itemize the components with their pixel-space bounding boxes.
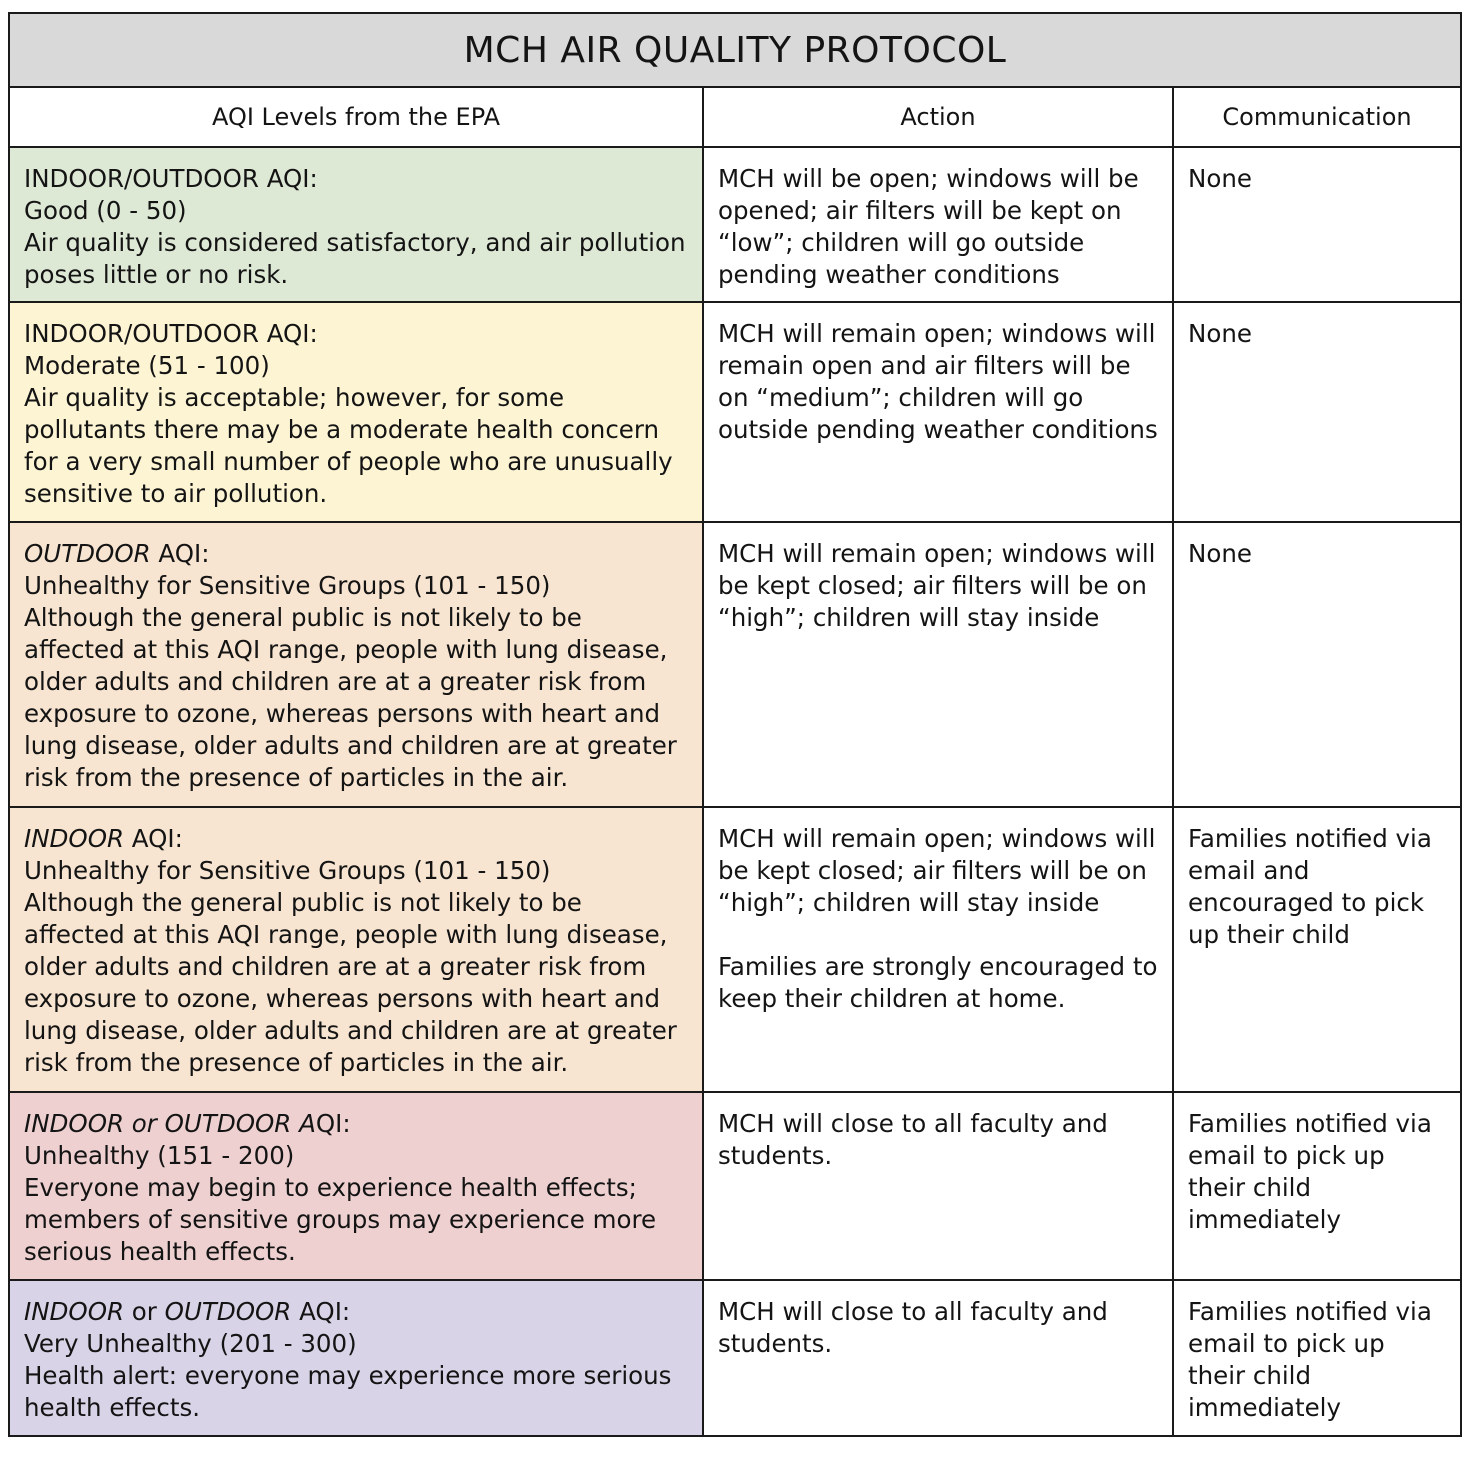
- table-title: MCH AIR QUALITY PROTOCOL: [9, 13, 1461, 87]
- communication-text: None: [1188, 164, 1252, 193]
- communication-text: None: [1188, 319, 1252, 348]
- aqi-category: Unhealthy for Sensitive Groups (101 - 150): [24, 856, 551, 885]
- aqi-category: Good (0 - 50): [24, 196, 187, 225]
- action-cell: [703, 147, 1173, 302]
- action-text: MCH will remain open; windows will remain open and air filters will be on “medium”; children will go outside pending weather conditions: [718, 319, 1158, 444]
- table-row-very-unhealthy: [9, 1280, 1461, 1436]
- communication-cell: [1173, 147, 1461, 302]
- scope-italic-second: OUTDOOR: [164, 1297, 292, 1326]
- communication-cell: [1173, 1092, 1461, 1280]
- communication-text: Families notified via email and encouraged to pick up their child: [1188, 824, 1432, 949]
- scope-italic: INDOOR: [24, 1297, 125, 1326]
- header-aqi-levels: AQI Levels from the EPA: [9, 87, 703, 147]
- communication-cell: [1173, 1280, 1461, 1436]
- aqi-category: Unhealthy (151 - 200): [24, 1141, 295, 1170]
- aqi-level-cell: [9, 522, 703, 807]
- action-cell: [703, 1092, 1173, 1280]
- scope-rest: AQI:: [124, 824, 183, 853]
- header-row: [9, 87, 1461, 147]
- aqi-scope-label: INDOOR/OUTDOOR AQI:: [24, 164, 318, 193]
- paragraph-gap: [718, 919, 1158, 951]
- table-row-unhealthy: [9, 1092, 1461, 1280]
- communication-text: Families notified via email to pick up their child immediately: [1188, 1109, 1432, 1234]
- aqi-scope-label: INDOOR/OUTDOOR AQI:: [24, 319, 318, 348]
- aqi-level-cell: [9, 147, 703, 302]
- aqi-description: Health alert: everyone may experience more serious health effects.: [24, 1361, 672, 1422]
- scope-rest: AQI:: [150, 539, 210, 568]
- header-communication: Communication: [1173, 87, 1461, 147]
- aqi-scope-label: [24, 1108, 688, 1140]
- aqi-description: Although the general public is not likely to be affected at this AQI range, people with lung disease, older adults and children are at a greater risk from exposure to ozone, whereas persons with heart and lung disease, older adults and children are at greater risk from the presence of particles in the air.: [24, 888, 677, 1077]
- action-text: MCH will remain open; windows will be kept closed; air filters will be on “high”; children will stay inside: [718, 539, 1156, 632]
- aqi-category: Unhealthy for Sensitive Groups (101 - 150): [24, 571, 551, 600]
- aqi-category: Very Unhealthy (201 - 300): [24, 1329, 357, 1358]
- aqi-scope-label: [24, 1296, 688, 1328]
- action-cell: [703, 302, 1173, 522]
- communication-text: Families notified via email to pick up their child immediately: [1188, 1297, 1432, 1422]
- action-text: MCH will close to all faculty and students.: [718, 1109, 1108, 1170]
- scope-rest: AQI:: [291, 1297, 351, 1326]
- communication-cell: [1173, 522, 1461, 807]
- table-row-usg-outdoor: [9, 522, 1461, 807]
- scope-italic: INDOOR: [24, 824, 125, 853]
- table-row-good: [9, 147, 1461, 302]
- action-cell: [703, 1280, 1173, 1436]
- aqi-description: Although the general public is not likely to be affected at this AQI range, people with lung disease, older adults and children are at a greater risk from exposure to ozone, whereas persons with heart and lung disease, older adults and children are at greater risk from the presence of particles in the air.: [24, 603, 677, 792]
- scope-italic: OUTDOOR: [24, 539, 151, 568]
- action-cell: [703, 522, 1173, 807]
- action-text: MCH will close to all faculty and students.: [718, 1297, 1108, 1358]
- aqi-level-cell: [9, 1280, 703, 1436]
- aqi-level-cell: [9, 807, 703, 1092]
- scope-rest: QI:: [315, 1109, 351, 1138]
- aqi-description: Air quality is considered satisfactory, and air pollution poses little or no risk.: [24, 228, 686, 289]
- aqi-scope-label: [24, 823, 688, 855]
- aqi-description: Air quality is acceptable; however, for some pollutants there may be a moderate health concern for a very small number of people who are unusually sensitive to air pollution.: [24, 383, 673, 508]
- title-row: [9, 13, 1461, 87]
- action-cell: [703, 807, 1173, 1092]
- aqi-description: Everyone may begin to experience health effects; members of sensitive groups may experience more serious health effects.: [24, 1173, 657, 1266]
- communication-cell: [1173, 302, 1461, 522]
- aqi-scope-label: [24, 538, 688, 570]
- aqi-level-cell: [9, 302, 703, 522]
- aqi-level-cell: [9, 1092, 703, 1280]
- action-extra-text: Families are strongly encouraged to keep their children at home.: [718, 952, 1158, 1013]
- communication-text: None: [1188, 539, 1252, 568]
- table-row-usg-indoor: [9, 807, 1461, 1092]
- header-action: Action: [703, 87, 1173, 147]
- table-row-moderate: [9, 302, 1461, 522]
- aqi-category: Moderate (51 - 100): [24, 351, 270, 380]
- scope-italic: INDOOR or OUTDOOR A: [24, 1109, 316, 1138]
- action-text: MCH will be open; windows will be opened; air filters will be kept on “low”; children will go outside pending weather conditions: [718, 164, 1139, 289]
- communication-cell: [1173, 807, 1461, 1092]
- scope-mid: or: [124, 1297, 165, 1326]
- air-quality-protocol-table: [8, 12, 1462, 1437]
- action-text: MCH will remain open; windows will be kept closed; air filters will be on “high”; children will stay inside: [718, 824, 1156, 917]
